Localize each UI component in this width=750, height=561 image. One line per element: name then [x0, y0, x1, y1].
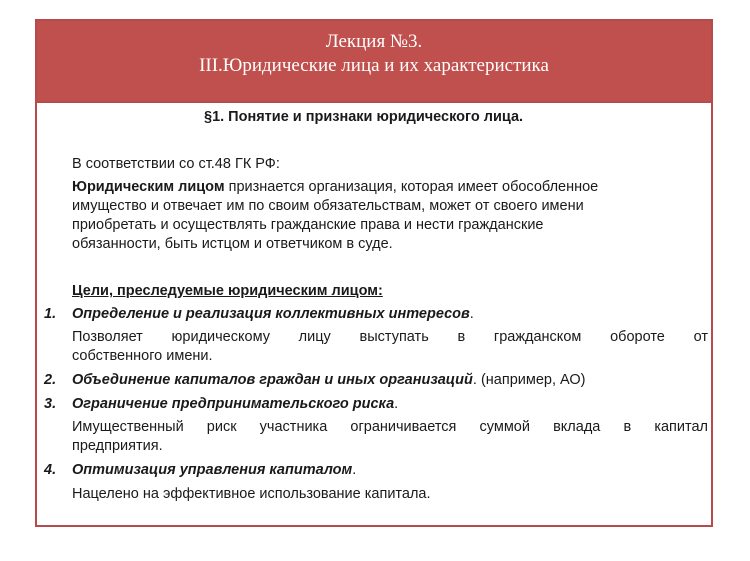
lecture-subtitle: III.Юридические лица и их характеристика — [199, 55, 549, 76]
definition-line-3: приобретать и осуществлять гражданские права и нести гражданские — [72, 217, 544, 233]
section-title: §1. Понятие и признаки юридического лица. — [204, 109, 524, 125]
goal-1 — [72, 305, 474, 324]
goal-2 — [72, 371, 585, 390]
intro-text: В соответствии со ст.48 ГК РФ: — [72, 156, 280, 172]
goal-2-title: Объединение капиталов граждан и иных организаций — [72, 372, 473, 388]
goal-4-number: 4. — [44, 462, 57, 478]
goal-1-detail-line-2: собственного имени. — [72, 348, 213, 364]
goal-2-number: 2. — [44, 372, 57, 388]
goal-4 — [72, 461, 356, 480]
lecture-title: Лекция №3. — [325, 31, 423, 52]
goal-3 — [72, 395, 398, 414]
goal-3-suffix: . — [394, 396, 399, 412]
goal-1-detail-line-1: Позволяет юридическому лицу выступать в гражданском обороте от — [72, 329, 708, 345]
goal-4-suffix: . — [352, 462, 357, 478]
goal-2-suffix: . (например, АО) — [472, 372, 586, 388]
goal-1-title: Определение и реализация коллективных интересов — [72, 306, 470, 322]
goal-1-suffix: . — [469, 306, 474, 322]
goal-3-title: Ограничение предпринимательского риска — [72, 396, 395, 412]
goal-1-number: 1. — [44, 306, 57, 322]
goals-heading: Цели, преследуемые юридическим лицом: — [72, 283, 383, 299]
definition-line-4: обязанности, быть истцом и ответчиком в суде. — [72, 236, 393, 252]
goal-3-detail-line-2: предприятия. — [72, 438, 163, 454]
goal-3-detail-line-1: Имущественный риск участника ограничивается суммой вклада в капитал — [72, 419, 708, 435]
goal-3-number: 3. — [44, 396, 57, 412]
goal-4-title: Оптимизация управления капиталом — [72, 462, 353, 478]
definition-line-1-rest: признается организация, которая имеет обособленное — [224, 179, 599, 195]
definition-line-2: имущество и отвечает им по своим обязательствам, может от своего имени — [72, 198, 584, 214]
slide-header — [35, 19, 713, 103]
definition-line-1 — [72, 178, 598, 197]
definition-term: Юридическим лицом — [72, 179, 225, 195]
goal-4-detail-line-1: Нацелено на эффективное использование капитала. — [72, 486, 431, 502]
